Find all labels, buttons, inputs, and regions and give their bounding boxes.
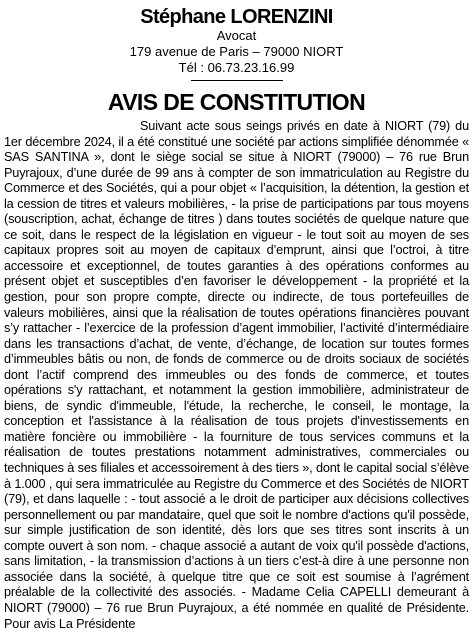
notice-title: AVIS DE CONSTITUTION (107, 89, 366, 115)
lawyer-phone: Tél : 06.73.23.16.99 (178, 60, 295, 75)
lawyer-address: 179 avenue de Paris – 79000 NIORT (129, 44, 344, 59)
lawyer-role: Avocat (216, 28, 257, 43)
lawyer-name: Stéphane LORENZINI (140, 6, 333, 28)
header-divider (191, 80, 283, 81)
notice-body: Suivant acte sous seings privés en date à NIORT (79) du 1er décembre 2024, il a été constitué une société par actions simplifiée dénommée « SAS SANTINA », dont le siège social se situe à NIORT (79000) – 76 rue Brun Puyrajoux, d’une durée de 99 ans à compter de son immatriculation au Registre du Commerce et des Sociétés, qui a pour objet « l’acquisition, la détention, la gestion et la cession de titres et valeurs mobilières, - la prise de participations par tous moyens (souscription, achat, échange de titres ) dans toutes sociétés de quelque nature que ce soit, dans le respect de la législation en vigueur - le tout soit au moyen de ses capitaux propres soit au moyen de capitaux d’emprunt, ainsi que l’octroi, à titre accessoire et exceptionnel, de toutes garanties à des opérations conformes au présent objet et susceptibles d’en favoriser le développement - la propriété et la gestion, pour son propre compte, directe ou indirecte, de tous portefeuilles de valeurs mobilières, ainsi que la réalisation de toutes opérations financières pouvant s’y rattacher - l’exercice de la profession d’agent immobilier, l’activité d’intermédiaire dans les transactions d’achat, de vente, d’échange, de location sur toutes formes d’immeubles bâtis ou non, de fonds de commerce ou de droits sociaux de sociétés dont l’actif comprend des immeubles ou des fonds de commerce, et toutes opérations s'y rattachant, et notamment la gestion immobilière, administrateur de biens, de syndic d'immeuble, l'étude, la recherche, le conseil, le montage, la conception et l'assistance à la réalisation de tous projets d'investissements en matière foncière ou immobilière - la fourniture de tous services communs et la réalisation de toutes prestations notamment administratives, commerciales ou techniques à ses filiales et accessoirement à des tiers », dont le capital social s’élève à 1.000 , qui sera immatriculée au Registre du Commerce et des Sociétés de NIORT (79), et dans laquelle : - tout associé a le droit de participer aux décisions collectives personnellement ou par mandataire, quel que soit le nombre d'actions qu'il possède, sur simple justification de son identité, dès lors que ses titres sont inscrits à un compte ouvert à son nom. - chaque associé a autant de voix qu'il possède d'actions, sans limitation, - la transmission d’actions à un tiers c’est-à dire à une personne non associée dans la société, à quelque titre que ce soit est soumise à l’agrément préalable de la collectivité des associés. - Madame Celia CAPELLI demeurant à NIORT (79000) – 76 rue Brun Puyrajoux, a été nommée en qualité de Présidente. Pour avis La Présidente (4, 119, 469, 631)
lawyer-header (4, 6, 469, 115)
